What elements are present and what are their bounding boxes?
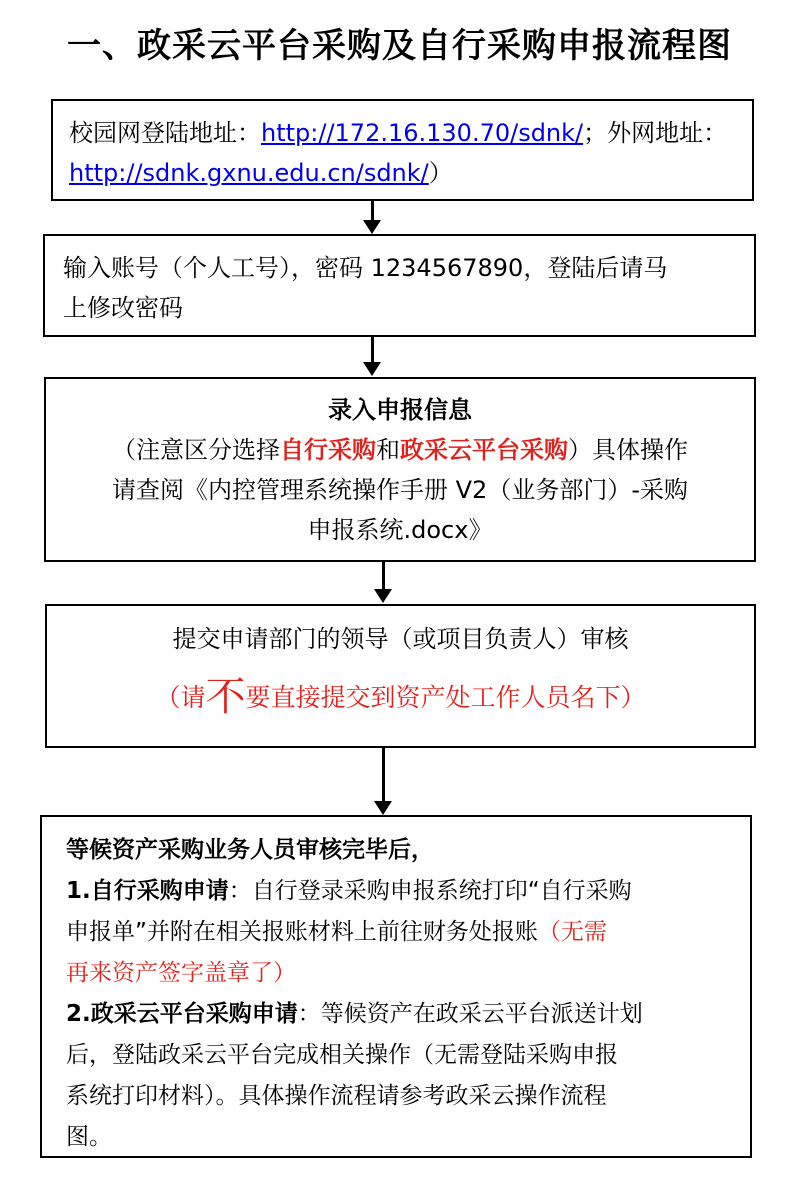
login-address-line1 (69, 113, 752, 153)
account-password-line2: 上修改密码 (63, 294, 183, 322)
arrow-down-icon (363, 362, 381, 376)
step-enter-declaration (44, 377, 756, 562)
self-procurement-application-label: 1.自行采购申请 (66, 878, 229, 904)
cloud-procurement-line2: 后，登陆政采云平台完成相关操作（无需登陆采购申报 (66, 1042, 618, 1068)
step-submit-review (45, 604, 756, 748)
manual-reference-line1: 请查阅《内控管理系统操作手册 V2（业务部门）-采购 (112, 476, 688, 504)
submit-warning-line (47, 674, 754, 720)
login-address-line2 (69, 153, 752, 193)
step-after-approval (40, 815, 752, 1158)
close-paren: ） (428, 159, 453, 187)
warning-text-prefix: （请 (155, 683, 206, 712)
intranet-login-link[interactable]: http://172.16.130.70/sdnk/ (261, 119, 584, 147)
account-password-line1: 输入账号（个人工号），密码 1234567890，登陆后请马 (63, 254, 668, 282)
internet-label: ；外网地址： (583, 119, 728, 147)
no-stamp-note-start: （无需 (537, 919, 607, 945)
page-title: 一、政采云平台采购及自行采购申报流程图 (67, 26, 732, 66)
declaration-heading: 录入申报信息 (328, 396, 472, 424)
arrow-down-icon (374, 589, 392, 603)
arrow-down-icon (363, 220, 381, 234)
manual-reference-line2: 申报系统.docx》 (307, 516, 493, 544)
step-account-password (43, 234, 756, 337)
submit-review-line: 提交申请部门的领导（或项目负责人）审核 (172, 625, 629, 653)
no-stamp-note-end: 再来资产签字盖章了） (66, 960, 296, 986)
cloud-platform-procurement-label: 政采云平台采购 (400, 436, 568, 464)
arrow-down-icon (374, 801, 392, 815)
cloud-procurement-line4: 图。 (66, 1124, 112, 1150)
step-login-address (51, 99, 754, 201)
cloud-procurement-line1 (66, 994, 750, 1035)
self-procurement-label: 自行采购 (280, 436, 376, 464)
cloud-procurement-text: ：等候资产在政采云平台派送计划 (297, 1001, 643, 1027)
note-text-suffix: ）具体操作 (568, 436, 688, 464)
note-text-and: 和 (376, 436, 400, 464)
warning-not-emphasis: 不 (205, 674, 246, 720)
warning-text-suffix: 要直接提交到资产处工作人员名下） (245, 683, 646, 712)
cloud-procurement-line3: 系统打印材料）。具体操作流程请参考政采云操作流程 (66, 1083, 607, 1109)
self-procurement-text-cont: 申报单”并附在相关报账材料上前往财务处报账 (66, 919, 538, 945)
intranet-label: 校园网登陆地址： (69, 119, 261, 147)
self-procurement-line2 (66, 912, 750, 953)
after-approval-heading: 等候资产采购业务人员审核完毕后， (66, 837, 434, 863)
note-text-prefix: （注意区分选择 (112, 436, 280, 464)
declaration-note-line (46, 430, 754, 470)
cloud-procurement-application-label: 2.政采云平台采购申请 (66, 1001, 298, 1027)
self-procurement-line1 (66, 871, 750, 912)
internet-login-link[interactable]: http://sdnk.gxnu.edu.cn/sdnk/ (69, 159, 429, 187)
self-procurement-text: ：自行登录采购申报系统打印“自行采购 (228, 878, 632, 904)
